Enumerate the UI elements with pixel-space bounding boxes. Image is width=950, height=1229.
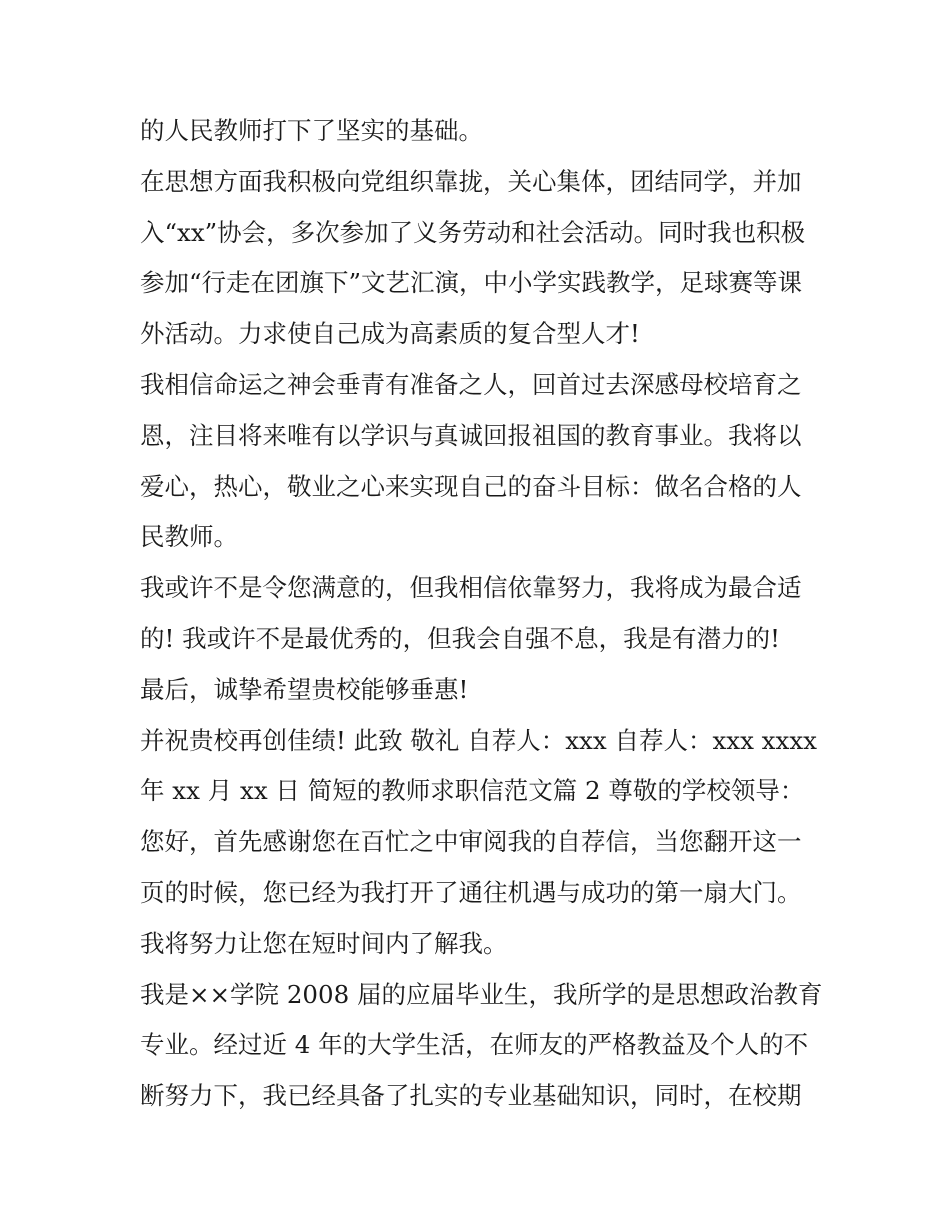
text-line: 爱心，热心，敬业之心来实现自己的奋斗目标：做名合格的人 [140, 471, 802, 501]
text-line: 参加“行走在团旗下”文艺汇演，中小学实践教学，足球赛等课 [140, 268, 803, 298]
text-line: 入“xx”协会，多次参加了义务劳动和社会活动。同时我也积极 [140, 217, 806, 247]
text-line: 恩，注目将来唯有以学识与真诚回报祖国的教育事业。我将以 [140, 420, 802, 450]
text-line: 的! 我或许不是最优秀的，但我会自强不息，我是有潜力的! [140, 623, 780, 653]
document-body [140, 106, 823, 1122]
text-line: 专业。经过近 4 年的大学生活，在师友的严格教益及个人的不 [140, 1030, 809, 1060]
text-line: 的人民教师打下了坚实的基础。 [140, 116, 483, 145]
text-line: 外活动。力求使自己成为高素质的复合型人才! [140, 319, 640, 349]
text-line: 断努力下，我已经具备了扎实的专业基础知识，同时，在校期 [140, 1081, 802, 1111]
text-line: 在思想方面我积极向党组织靠拢，关心集体，团结同学，并加 [140, 166, 802, 196]
text-line: 民教师。 [140, 522, 238, 552]
text-line: 年 xx 月 xx 日 简短的教师求职信范文篇 2 尊敬的学校领导： [140, 776, 805, 806]
text-line: 我或许不是令您满意的，但我相信依靠努力，我将成为最合适 [140, 573, 802, 603]
text-line: 我将努力让您在短时间内了解我。 [140, 928, 508, 958]
text-line: 最后，诚挚希望贵校能够垂惠! [140, 674, 469, 704]
text-line: 我是××学院 2008 届的应届毕业生，我所学的是思想政治教育 [140, 979, 823, 1009]
text-line: 我相信命运之神会垂青有准备之人，回首过去深感母校培育之 [140, 369, 802, 399]
text-line: 您好，首先感谢您在百忙之中审阅我的自荐信，当您翻开这一 [140, 827, 802, 857]
text-line: 页的时候，您已经为我打开了通往机遇与成功的第一扇大门。 [140, 877, 802, 907]
text-line: 并祝贵校再创佳绩! 此致 敬礼 自荐人：xxx 自荐人：xxx xxxx [140, 725, 817, 755]
